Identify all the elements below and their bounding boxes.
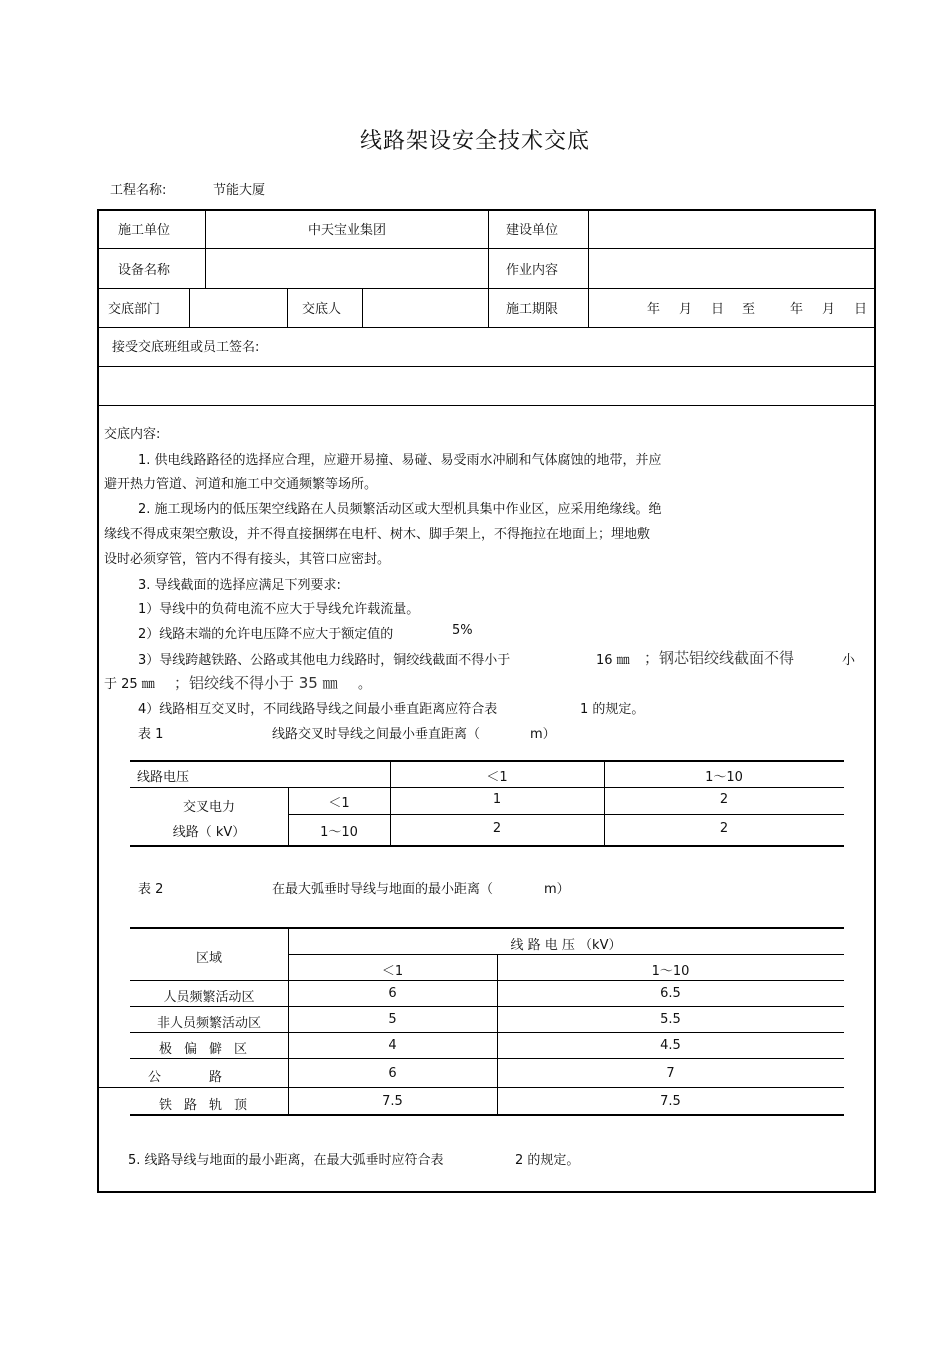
table-2-rule (130, 1114, 844, 1116)
table-2-rule (130, 1006, 844, 1007)
table-2-area: 非人员频繁活动区 (156, 1016, 261, 1031)
table-2-cell: 7.5 (660, 1094, 681, 1109)
table-1-cell: ＜1 (328, 796, 350, 811)
header-rule (97, 248, 876, 249)
table-2-rule (130, 927, 844, 929)
table-2-cell: 6 (388, 986, 397, 1001)
disclosure-dept-label: 交底部门 (108, 302, 161, 317)
clause-2-line-3: 设时必须穿管，管内不得有接头，其管口应密封。 (104, 552, 391, 567)
builder-unit-label: 建设单位 (506, 223, 559, 238)
equipment-label: 设备名称 (118, 263, 171, 278)
header-divider (362, 288, 363, 327)
header-rule (97, 288, 876, 289)
table-2-cell: 4.5 (660, 1038, 681, 1053)
table-2-cell: 6.5 (660, 986, 681, 1001)
table-2-cell: 5 (388, 1012, 397, 1027)
period-year-end: 年 (790, 302, 804, 317)
clause-3-3-steel-core: ；钢芯铝绞线截面不得 (644, 649, 795, 667)
clause-1-line-2: 避开热力管道、河道和施工中交通频繁等场所。 (104, 477, 378, 492)
table-2-rule (130, 1032, 844, 1033)
table-2-area: 铁路轨顶 (158, 1098, 259, 1113)
signature-label: 接受交底班组或员工签名: (112, 340, 260, 355)
clause-3-3-copper-size: 16 ㎜ (596, 653, 630, 668)
table-2-area: 极偏僻区 (158, 1042, 259, 1057)
table-1-col-1-10: 1～10 (705, 770, 743, 785)
clause-3-2-value: 5% (452, 623, 473, 638)
construction-period-label: 施工期限 (506, 302, 559, 317)
header-divider (488, 209, 489, 327)
table-2-voltage-header: 线 路 电 压 （kV） (510, 938, 622, 953)
period-day-start: 日 (711, 302, 725, 317)
table-1-cell: 2 (492, 821, 502, 836)
table-1-row-label-b: 线路（ kV） (172, 825, 246, 840)
table-1-unit: m） (530, 727, 556, 742)
header-divider (287, 288, 288, 327)
discloser-label: 交底人 (302, 302, 342, 317)
table-1-col-lt1: ＜1 (486, 770, 508, 785)
header-rule (97, 327, 876, 328)
table-1-cell: 2 (719, 821, 729, 836)
project-name-label: 工程名称: (110, 183, 167, 198)
table-2-area-header: 区域 (195, 951, 222, 966)
clause-2-line-2: 缘线不得成束架空敷设，并不得直接捆绑在电杆、树木、脚手架上，不得拖拉在地面上；埋地敷 (104, 527, 651, 542)
table-1-voltage-header: 线路电压 (137, 770, 190, 785)
table-2-title: 在最大弧垂时导线与地面的最小距离（ (272, 882, 494, 897)
project-name-value: 节能大厦 (213, 183, 266, 198)
table-2-number: 表 2 (138, 882, 164, 897)
clause-3-3-small: 小 (842, 653, 856, 668)
period-day-end: 日 (854, 302, 868, 317)
table-2-area: 公路 (147, 1070, 270, 1085)
clause-3-3-end: 。 (358, 677, 372, 692)
table-2-cell: 5.5 (660, 1012, 681, 1027)
table-2-area: 人员频繁活动区 (163, 990, 255, 1005)
table-2-sub-header-lt1: ＜1 (381, 964, 404, 979)
construction-unit-label: 施工单位 (118, 223, 171, 238)
header-divider (189, 288, 190, 327)
table-2-rule (97, 1087, 844, 1088)
table-2-unit: m） (544, 882, 570, 897)
table-1-cell: 1～10 (320, 825, 358, 840)
header-rule (97, 405, 876, 406)
table-1-rule (130, 787, 844, 788)
table-2-cell: 4 (388, 1038, 397, 1053)
clause-3-4: 4）线路相互交叉时，不同线路导线之间最小垂直距离应符合表 (138, 702, 498, 717)
period-month-end: 月 (822, 302, 836, 317)
header-divider (588, 209, 589, 327)
table-2-cell: 6 (388, 1066, 397, 1081)
table-2-rule (130, 980, 844, 981)
page-title: 线路架设安全技术交底 (359, 129, 590, 154)
clause-1-line-1: 1. 供电线路路径的选择应合理，应避开易撞、易碰、易受雨水冲刷和气体腐蚀的地带，并应 (138, 453, 662, 468)
header-rule (97, 366, 876, 367)
clause-5: 5. 线路导线与地面的最小距离，在最大弧垂时应符合表 (128, 1153, 444, 1168)
clause-3-2: 2）线路末端的允许电压降不应大于额定值的 (138, 627, 394, 642)
clause-3-4-ref: 1 的规定。 (580, 702, 645, 717)
clause-5-ref: 2 的规定。 (515, 1153, 580, 1168)
table-1-row-label-a: 交叉电力 (182, 800, 235, 815)
table-2-sub-header-1-10: 1～10 (651, 964, 690, 979)
work-content-label: 作业内容 (506, 263, 559, 278)
table-1-rule (288, 814, 844, 815)
table-2-rule (130, 1058, 844, 1059)
construction-unit-value: 中天宝业集团 (307, 223, 386, 238)
table-1-title: 线路交叉时导线之间最小垂直距离（ (272, 727, 481, 742)
table-1-rule (130, 845, 844, 847)
table-1-cell: 1 (492, 792, 502, 807)
table-1-number: 表 1 (138, 727, 164, 742)
period-month-start: 月 (679, 302, 693, 317)
content-heading: 交底内容: (104, 427, 161, 442)
clause-3-1: 1）导线中的负荷电流不应大于导线允许载流量。 (138, 602, 420, 617)
table-2-rule (288, 954, 844, 955)
table-1-rule (130, 760, 844, 762)
period-to: 至 (742, 302, 756, 317)
table-2-cell: 7.5 (382, 1094, 403, 1109)
table-1-cell: 2 (719, 792, 729, 807)
clause-3: 3. 导线截面的选择应满足下列要求: (138, 578, 341, 593)
clause-3-3-steel-size: 于 25 ㎜ (104, 677, 155, 692)
table-2-cell: 7 (666, 1066, 675, 1081)
period-year-start: 年 (647, 302, 661, 317)
clause-3-3: 3）导线跨越铁路、公路或其他电力线路时，铜绞线截面不得小于 (138, 653, 511, 668)
clause-2-line-1: 2. 施工现场内的低压架空线路在人员频繁活动区或大型机具集中作业区，应采用绝缘线。绝 (138, 502, 662, 517)
clause-3-3-aluminum: ；铝绞线不得小于 35 ㎜ (174, 674, 338, 692)
